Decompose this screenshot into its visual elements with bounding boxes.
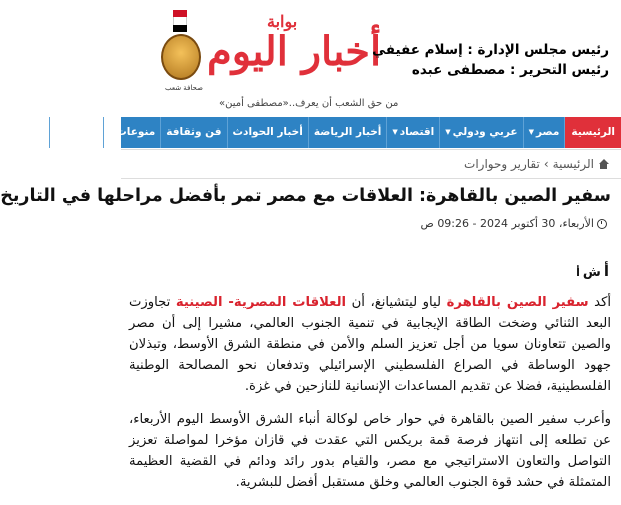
nav-item-label: أخبار الحوادث bbox=[232, 126, 303, 138]
breadcrumb-home[interactable]: الرئيسية bbox=[552, 157, 594, 171]
nav-item-6[interactable] bbox=[160, 117, 226, 148]
tag-link-relations[interactable]: العلاقات المصرية- الصينية bbox=[175, 295, 347, 310]
article-paragraph: وأعرب سفير الصين بالقاهرة في حوار خاص لوكالة أنباء الشرق الأوسط اليوم الأربعاء، عن تطلعه إلى انتهاز فرصة قمة بريكس التي عقدت في قازان مؤخرا لمواصلة تعزيز التواصل والتعاون الاستراتيجي مع مصر، والقيام بدور رائد ودائم في القضية العظيمة المتمثلة في حشد قوة الجنوب العالمي وخلق مستقبل أفضل للبشرية. bbox=[129, 412, 611, 490]
nav-item-0[interactable] bbox=[564, 117, 621, 148]
nav-item-label: فن وثقافة bbox=[166, 126, 222, 138]
site-header bbox=[121, 0, 621, 117]
breadcrumb-separator: › bbox=[543, 157, 549, 171]
site-logo[interactable] bbox=[159, 6, 399, 112]
chevron-down-icon: ▼ bbox=[528, 128, 534, 136]
nav-item-5[interactable] bbox=[227, 117, 308, 148]
chairman-line: رئيس مجلس الإدارة : إسلام عفيفي bbox=[372, 42, 609, 58]
font-size-tools bbox=[576, 262, 609, 280]
clock-icon bbox=[597, 219, 607, 229]
chevron-down-icon: ▼ bbox=[108, 128, 115, 136]
logo-badge-caption: صحافة شعب bbox=[164, 84, 204, 92]
site-slogan: من حق الشعب أن يعرف..«مصطفى أمين» bbox=[219, 98, 399, 109]
main-nav bbox=[54, 117, 621, 148]
logo-main-text: أخبار اليوم bbox=[207, 28, 382, 75]
editor-line: رئيس التحرير : مصطفى عبده bbox=[411, 62, 609, 78]
article-date bbox=[421, 217, 607, 230]
article-title: سفير الصين بالقاهرة: العلاقات مع مصر تمر بأفضل مراحلها في التاريخ bbox=[0, 186, 611, 206]
breadcrumb-section[interactable]: تقارير وحوارات bbox=[464, 157, 540, 171]
breadcrumb bbox=[133, 152, 609, 176]
nav-item-7[interactable] bbox=[103, 117, 160, 148]
nav-item-label: علوم و bbox=[61, 126, 98, 138]
font-decrease-button[interactable]: أ bbox=[576, 266, 580, 279]
font-reset-button[interactable]: ش bbox=[582, 265, 601, 280]
nav-item-1[interactable] bbox=[523, 117, 565, 148]
chevron-down-icon: ▼ bbox=[392, 128, 398, 136]
article-body bbox=[129, 292, 611, 505]
divider bbox=[121, 149, 621, 150]
chevron-down-icon: ▼ bbox=[54, 128, 60, 136]
paragraph-text: لياو ليتشيانغ، أن bbox=[346, 295, 447, 310]
nav-item-3[interactable] bbox=[386, 117, 439, 148]
nav-item-label: مصر bbox=[535, 126, 560, 138]
divider bbox=[121, 178, 621, 179]
article-date-text: الأربعاء، 30 أكتوبر 2024 - 09:26 ص bbox=[420, 217, 594, 230]
paragraph-text: تجاوزت البعد الثنائي وضخت الطاقة الإيجابية في تنمية الجنوب العالمي، مشيرا إلى أن مصر والصين تتعاونان سويا من أجل تعزيز السلم والأمن في منطقة الشرق الأوسط، وتبذلان جهود الوساطة في الصراع الفلسطيني الإسرائيلي وتدفعان نحو المصالحة الوطنية الفلسطينية، فضلا عن تقديم المساعدات الإنسانية للنازحين في غزة. bbox=[129, 295, 611, 394]
logo-small-text: بوابة bbox=[267, 12, 298, 31]
nav-item-label: منوعات bbox=[116, 126, 156, 138]
home-icon bbox=[598, 159, 609, 169]
nav-item-4[interactable] bbox=[308, 117, 387, 148]
board-info bbox=[372, 40, 609, 80]
paragraph-text: أكد bbox=[588, 295, 612, 310]
nav-item-label: الرئيسية bbox=[571, 126, 615, 138]
nav-item-2[interactable] bbox=[439, 117, 522, 148]
chevron-down-icon: ▼ bbox=[445, 128, 451, 136]
article-paragraph bbox=[129, 292, 611, 397]
nav-item-8[interactable] bbox=[49, 117, 103, 148]
egypt-flag-icon bbox=[173, 10, 187, 32]
font-increase-button[interactable]: أ bbox=[603, 262, 609, 280]
nav-item-label: عربي ودولي bbox=[452, 126, 518, 138]
nav-item-label: أخبار الرياضة bbox=[313, 126, 382, 138]
nav-item-label: اقتصاد bbox=[399, 126, 435, 138]
tag-link-ambassador[interactable]: سفير الصين بالقاهرة bbox=[446, 295, 589, 310]
emblem-icon bbox=[161, 34, 201, 80]
